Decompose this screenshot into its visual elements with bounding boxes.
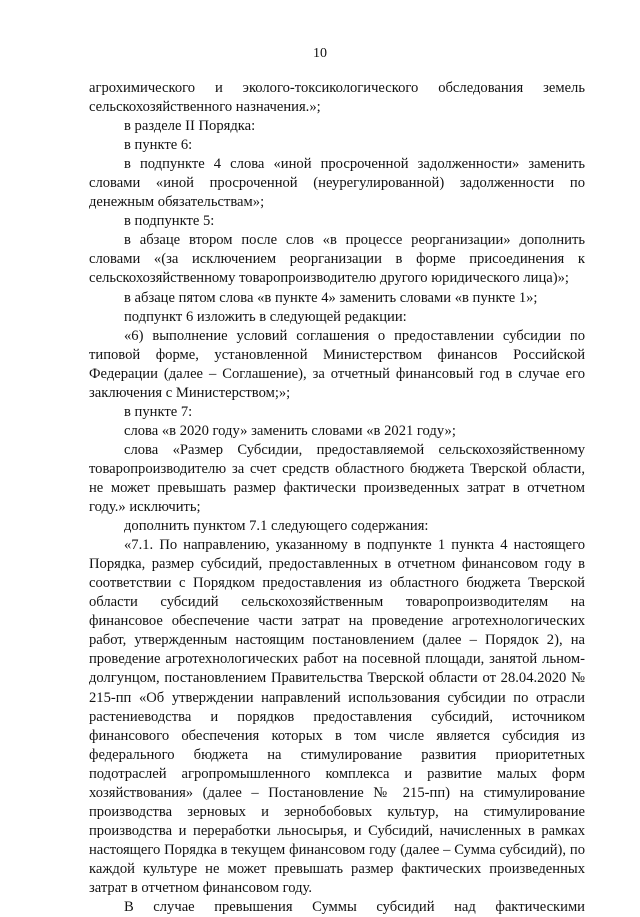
paragraph: подпункт 6 изложить в следующей редакции: bbox=[124, 308, 407, 325]
document-body bbox=[89, 79, 585, 917]
paragraph: «6) выполнение условий соглашения о предоставлении субсидии по типовой форме, установленной Министерством финансов Российской Федерации (далее – Соглашение), за отчетный финансовый год в случае его заключения с Министерством;»; bbox=[89, 327, 585, 401]
paragraph: в подпункте 5: bbox=[124, 213, 215, 230]
paragraph: агрохимического и эколого-токсикологического обследования земель сельскохозяйственного назначения.»; bbox=[89, 80, 585, 116]
paragraph: слова «в 2020 году» заменить словами «в 2021 году»; bbox=[124, 422, 456, 439]
paragraph: в абзаце пятом слова «в пункте 4» заменить словами «в пункте 1»; bbox=[124, 289, 538, 306]
paragraph: в пункте 6: bbox=[124, 137, 193, 154]
paragraph: в пункте 7: bbox=[124, 403, 193, 420]
page-number: 10 bbox=[313, 46, 327, 61]
paragraph: в разделе II Порядка: bbox=[124, 118, 256, 135]
paragraph: дополнить пунктом 7.1 следующего содержания: bbox=[124, 518, 429, 535]
paragraph: В случае превышения Суммы субсидий над фактическими bbox=[124, 899, 585, 916]
paragraph: в абзаце втором после слов «в процессе реорганизации» дополнить словами «(за исключением реорганизации в форме присоединения к сельскохозяйственному товаропроизводителю другого юридического лица)»; bbox=[89, 232, 585, 287]
paragraph: слова «Размер Субсидии, предоставляемой сельскохозяйственному товаропроизводителю за счет средств областного бюджета Тверской области, не может превышать размер фактически произведенных затрат в отчетном году.» исключить; bbox=[89, 441, 585, 516]
paragraph: «7.1. По направлению, указанному в подпункте 1 пункта 4 настоящего Порядка, размер субсидий, предоставленных в отчетном финансовом году в соответствии с Порядком предоставления из областного бюджета Тверской области субсидий сельскохозяйственным товаропроизводителям на финансовое обеспечение части затрат на проведение агротехнологических работ, утвержденным настоящим постановлением (далее – Порядок 2), на проведение агротехнологических работ на посевной площади, занятой льном-долгунцом, постановлением Правительства Тверской области от 28.04.2020 № 215-пп «Об утверждении направлений использования субсидии по отрасли растениеводства и порядков предоставления субсидий, источником финансового обеспечения которых в том числе является субсидия из федерального бюджета на стимулирование развития приоритетных подотраслей агропромышленного комплекса и развитие малых форм хозяйствования» (далее – Постановление № 215-пп) на стимулирование производства зерновых и зернобобовых культур, на стимулирование производства и переработки льносырья, и Субсидий, начисленных в рамках настоящего Порядка в текущем финансовом году (далее – Сумма субсидий), по каждой культуре не может превышать размер фактических произведенных затрат в отчетном финансовом году. bbox=[89, 537, 585, 896]
paragraph: в подпункте 4 слова «иной просроченной задолженности» заменить словами «иной просроченной (неурегулированной) задолженности по денежным обязательствам»; bbox=[89, 156, 585, 211]
